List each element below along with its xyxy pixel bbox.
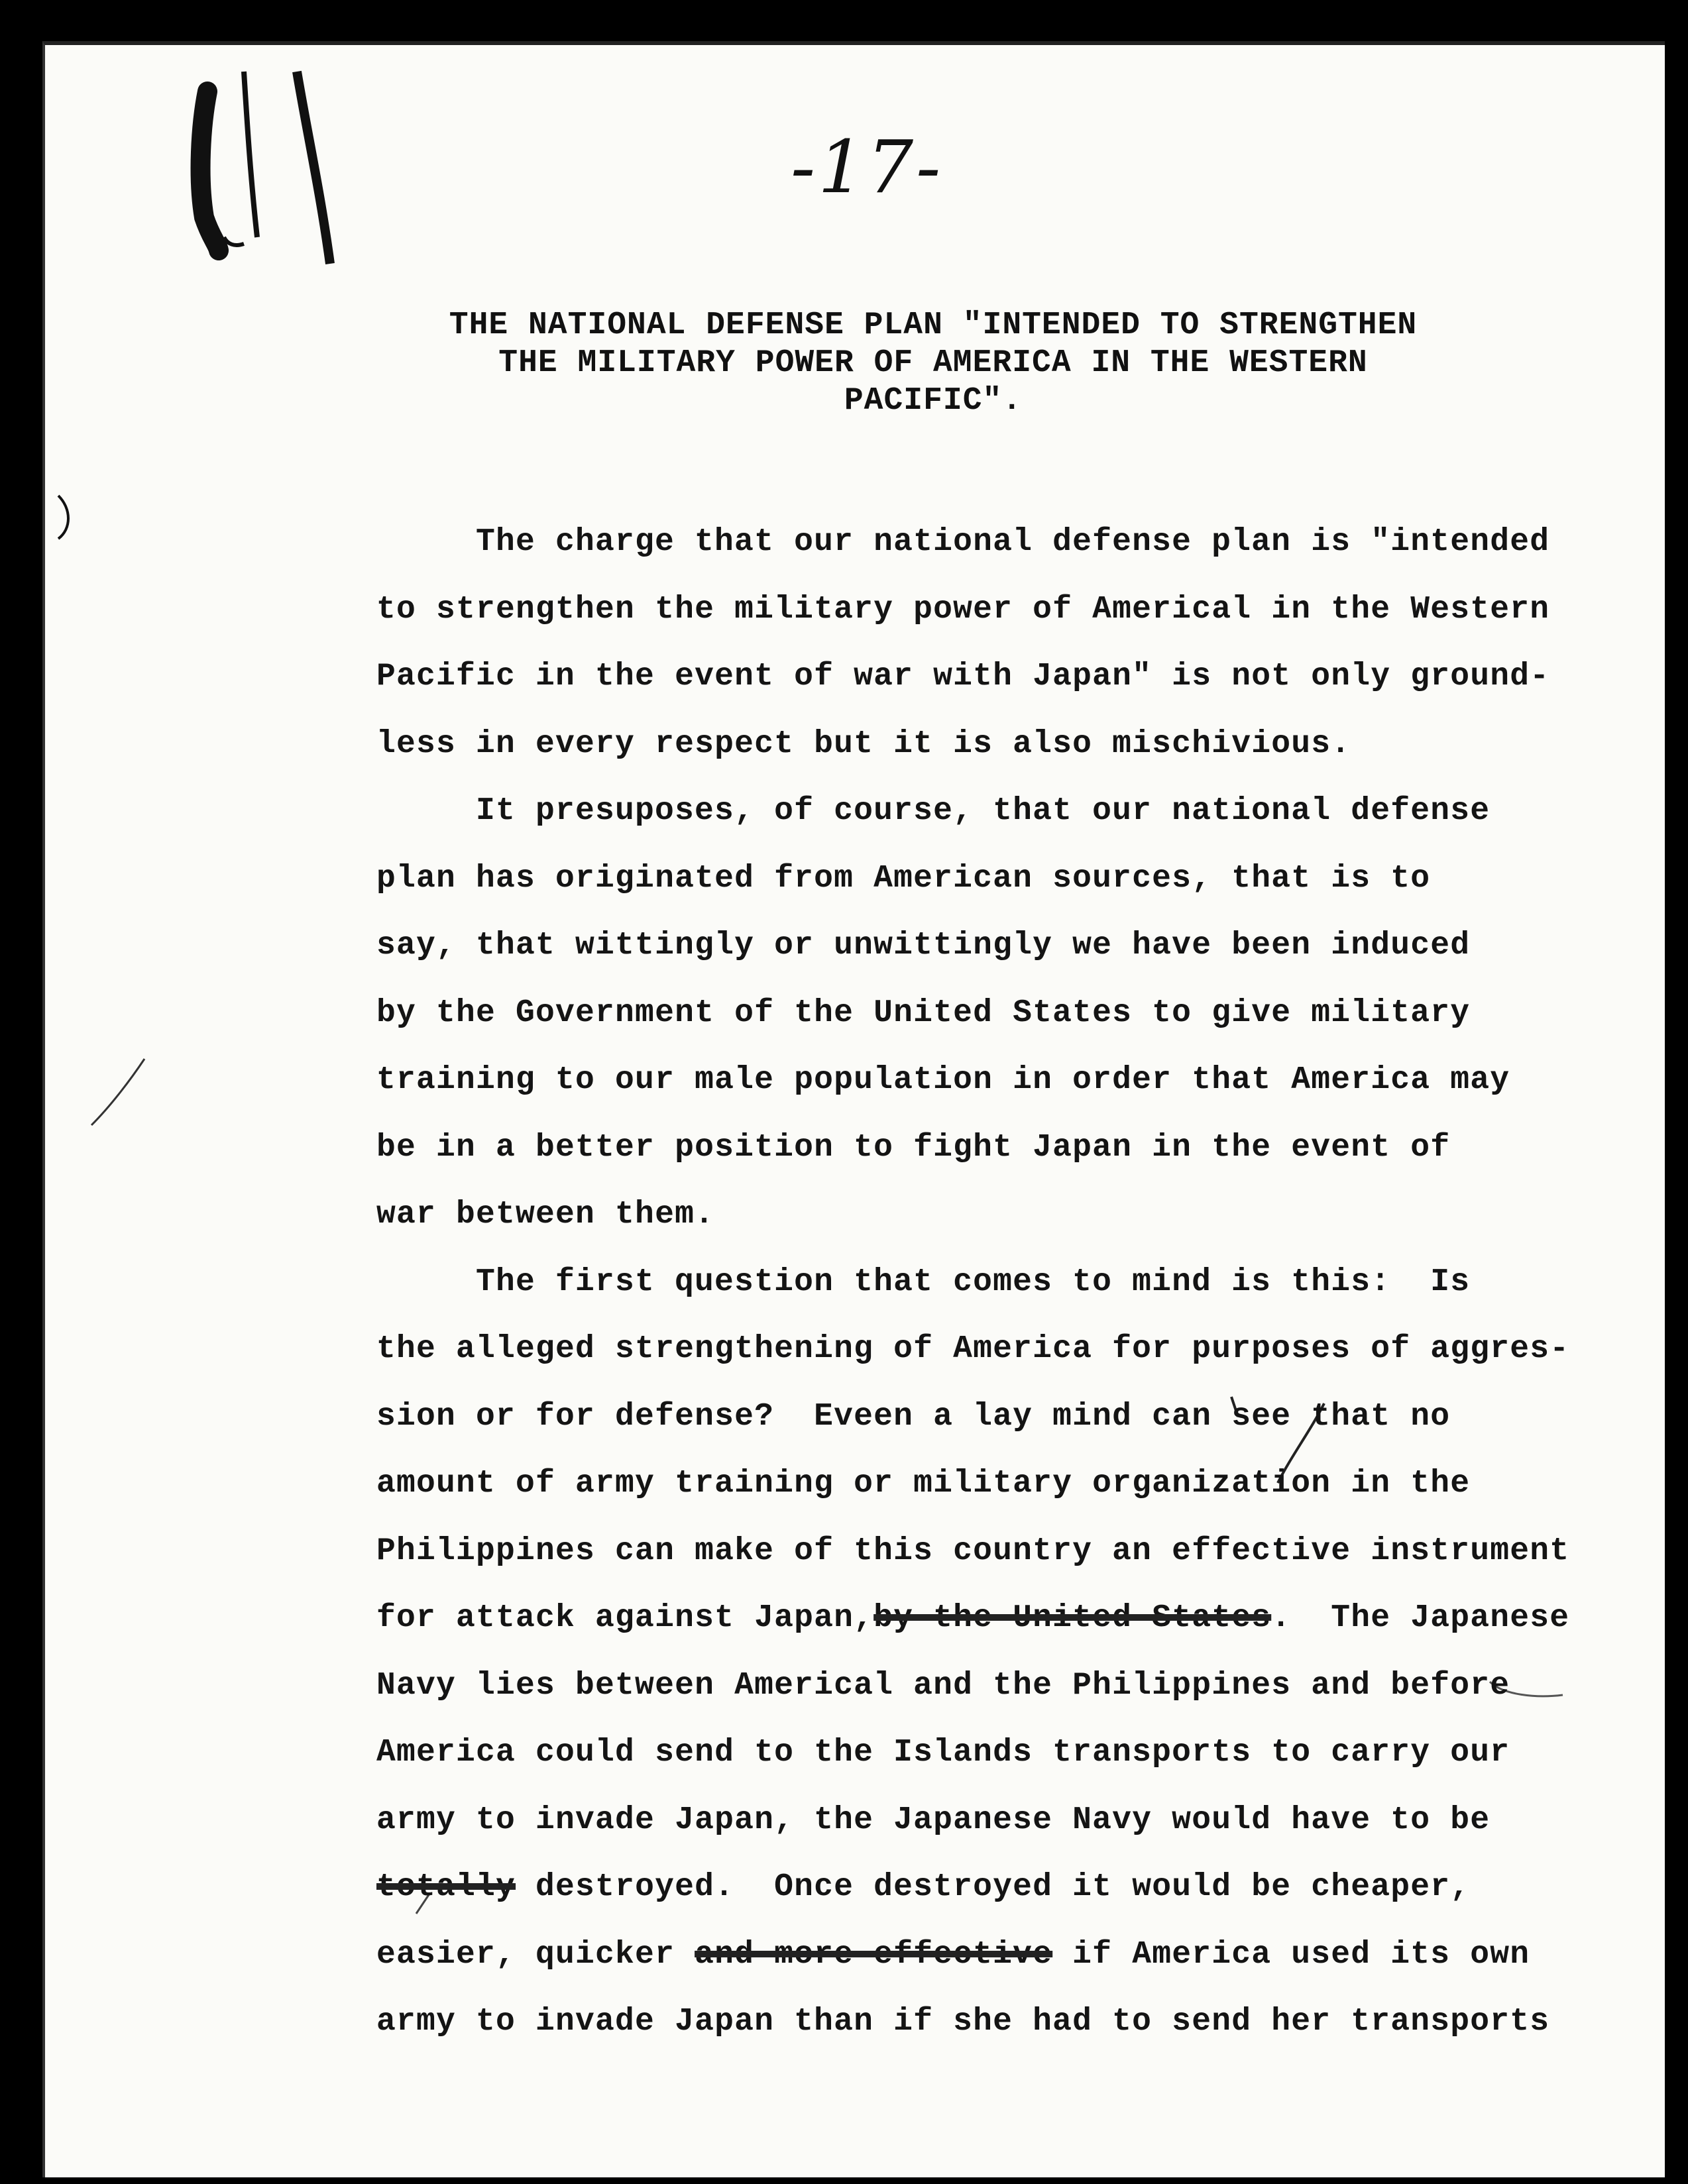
document-page xyxy=(42,41,1665,2177)
body-text: if America used its own xyxy=(1052,1936,1530,1973)
body-line: Philippines can make of this country an effective instrument xyxy=(376,1533,1570,1569)
body-line: sion or for defense? Eveen a lay mind can see that no xyxy=(376,1398,1451,1435)
body-line: amount of army training or military organization in the xyxy=(376,1466,1471,1502)
title-line-3: PACIFIC". xyxy=(844,383,1023,419)
document-body xyxy=(376,509,1622,2056)
title-line-1: THE NATIONAL DEFENSE PLAN "INTENDED TO STRENGTHEN xyxy=(449,307,1418,343)
body-line: Navy lies between Americal and the Philippines and before xyxy=(376,1667,1510,1704)
body-line xyxy=(376,1922,1622,1989)
body-line: army to invade Japan than if she had to send her transports xyxy=(376,2004,1550,2040)
body-line: war between them. xyxy=(376,1197,715,1232)
document-title xyxy=(403,307,1463,420)
body-line: be in a better position to fight Japan in the event of xyxy=(376,1129,1451,1166)
body-line: the alleged strengthening of America for purposes of aggres- xyxy=(376,1331,1570,1367)
title-line-2: THE MILITARY POWER OF AMERICA IN THE WESTERN xyxy=(498,345,1368,381)
body-text: easier, quicker xyxy=(376,1936,695,1973)
struck-text: and more effective xyxy=(695,1936,1053,1973)
body-line: Pacific in the event of war with Japan" is not only ground- xyxy=(376,659,1550,694)
body-line: by the Government of the United States to give military xyxy=(376,995,1471,1031)
struck-text: by the United States xyxy=(873,1600,1272,1636)
body-line: The charge that our national defense plan is "intended xyxy=(476,524,1550,560)
body-line: army to invade Japan, the Japanese Navy would have to be xyxy=(376,1802,1491,1838)
body-text: for attack against Japan, xyxy=(376,1600,874,1636)
page-number: -17- xyxy=(791,125,944,209)
body-line: training to our male population in order that America may xyxy=(376,1062,1510,1098)
body-line: say, that wittingly or unwittingly we have been induced xyxy=(376,928,1471,963)
body-line: America could send to the Islands transports to carry our xyxy=(376,1735,1510,1771)
body-line: The first question that comes to mind is this: Is xyxy=(476,1264,1471,1300)
body-line: plan has originated from American sources, that is to xyxy=(376,860,1431,897)
body-line xyxy=(376,1854,1622,1922)
body-line: It presuposes, of course, that our national defense xyxy=(476,793,1491,829)
struck-text: totally xyxy=(376,1869,516,1905)
body-text: destroyed. Once destroyed it would be cheaper, xyxy=(516,1869,1471,1905)
body-line: less in every respect but it is also mischivious. xyxy=(376,726,1351,762)
body-text: . The Japanese xyxy=(1271,1600,1570,1636)
body-line xyxy=(376,1585,1622,1653)
body-line: to strengthen the military power of Americal in the Western xyxy=(376,591,1550,628)
